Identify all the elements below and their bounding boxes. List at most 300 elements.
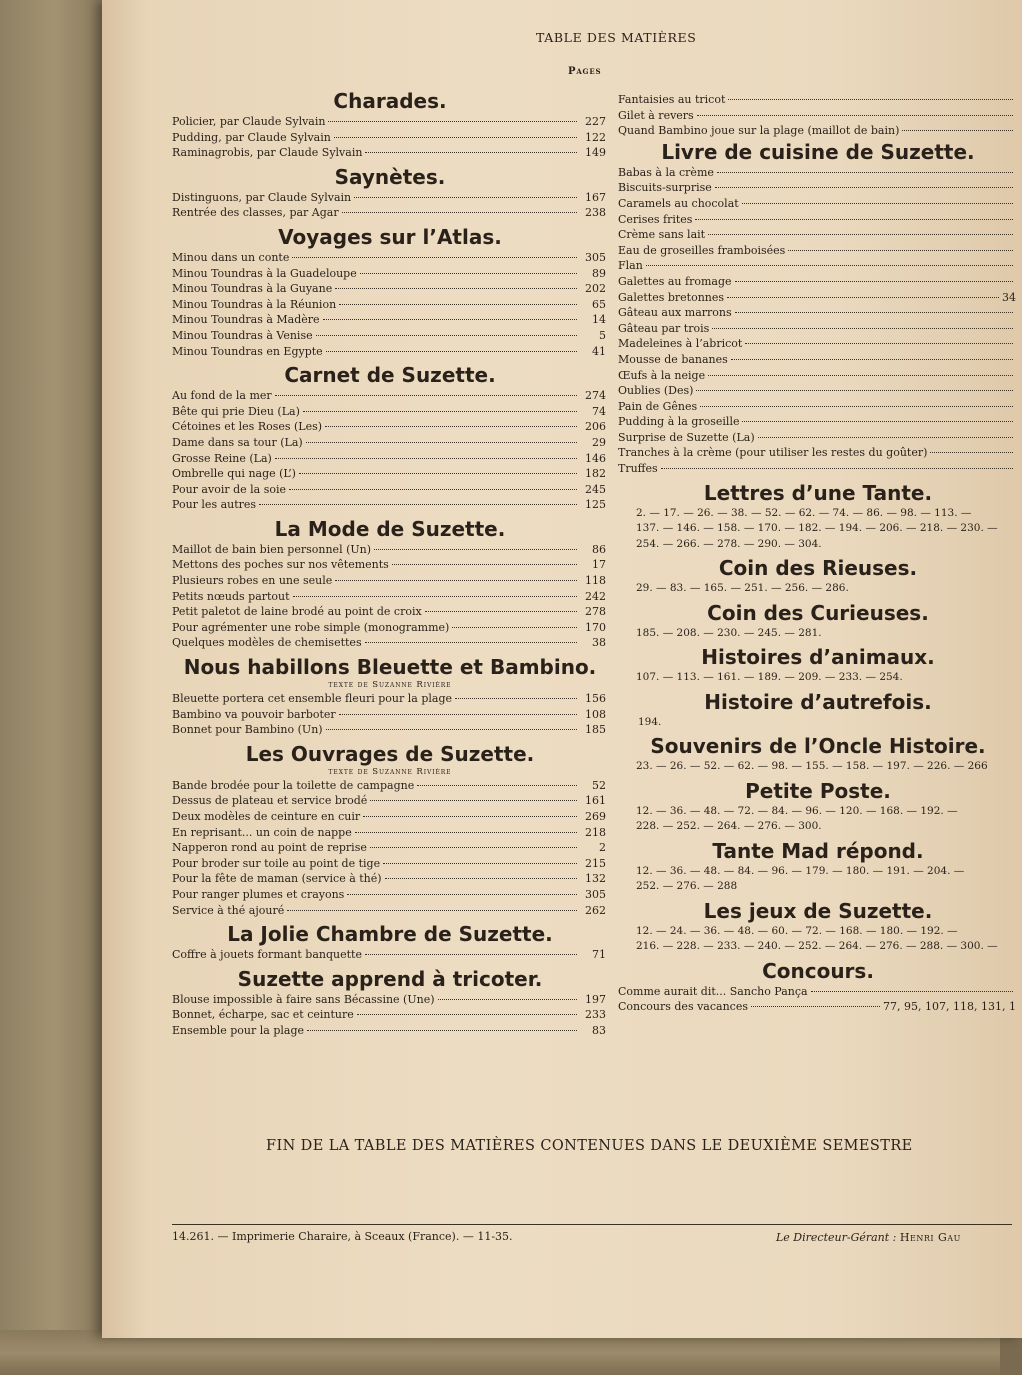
page-number-list: 12. — 24. — 36. — 48. — 60. — 72. — 168. — 180. — 192. — <box>636 924 958 937</box>
dot-leader <box>328 120 577 122</box>
dot-leader <box>438 998 577 1000</box>
dot-leader <box>811 990 1013 992</box>
toc-entry <box>618 984 1018 1000</box>
page-number: 89 <box>592 266 606 280</box>
section-title: Saynètes. <box>334 164 446 189</box>
entry-title: En reprisant... un coin de nappe <box>172 825 352 839</box>
section-title: Histoire d’autrefois. <box>704 689 932 714</box>
page-number: 71 <box>592 948 606 962</box>
dot-leader <box>735 311 1013 313</box>
page-number: 156 <box>585 692 606 706</box>
dot-leader <box>354 196 577 198</box>
dot-leader <box>365 151 577 153</box>
page-number: 34 <box>1002 290 1016 304</box>
page-number: 227 <box>585 115 606 128</box>
page-number: 2 <box>599 841 606 855</box>
section-title: Tante Mad répond. <box>712 838 924 863</box>
entry-title: Bambino va pouvoir barboter <box>172 707 336 721</box>
entry-title: Biscuits-surprise <box>618 181 712 195</box>
toc-entry <box>172 250 608 266</box>
toc-entry <box>172 1023 608 1039</box>
toc-entry <box>618 368 1018 384</box>
page-number: 86 <box>592 542 606 556</box>
section-subtitle: texte de Suzanne Rivière <box>328 680 452 691</box>
toc-entry <box>172 190 608 206</box>
page-number: 83 <box>592 1023 606 1037</box>
dot-leader <box>289 488 577 490</box>
toc-entry <box>172 388 608 404</box>
entry-title: Minou Toundras à Venise <box>172 328 313 342</box>
toc-entry <box>618 227 1018 243</box>
toc-entry <box>618 258 1018 274</box>
toc-entry <box>618 243 1018 259</box>
section-title: Histoires d’animaux. <box>701 645 935 670</box>
dot-leader <box>365 953 577 955</box>
toc-entry <box>172 604 608 620</box>
dot-leader <box>287 909 577 911</box>
page-number: 305 <box>585 887 606 901</box>
left-column <box>172 88 608 1039</box>
toc-entry <box>618 383 1018 399</box>
dot-leader <box>697 114 1013 116</box>
toc-entry <box>618 305 1018 321</box>
toc-entry <box>172 573 608 589</box>
toc-entry <box>172 589 608 605</box>
toc-entry <box>172 205 608 221</box>
toc-entry <box>172 722 608 738</box>
entry-title: Minou Toundras à Madère <box>172 313 320 327</box>
dot-leader <box>742 420 1013 422</box>
page-number: 29 <box>592 435 606 449</box>
entry-title: Quand Bambino joue sur la plage (maillot de bain) <box>618 124 900 138</box>
toc-entry <box>172 903 608 919</box>
section-subtitle: texte de Suzanne Rivière <box>328 766 452 777</box>
entry-title: Concours des vacances <box>618 1000 748 1014</box>
entry-title: Pour agrémenter une robe simple (monogramme) <box>172 620 450 634</box>
page-number: 170 <box>585 620 606 634</box>
page-number: 269 <box>585 810 606 823</box>
page-number-list: 107. — 113. — 161. — 189. — 209. — 233. — 254. <box>636 671 903 684</box>
entry-title: Gâteau par trois <box>618 321 710 335</box>
dot-leader <box>728 98 1013 100</box>
entry-title: Pour les autres <box>172 498 257 512</box>
entry-title: Maillot de bain bien personnel (Un) <box>172 542 372 556</box>
section-title: Coin des Curieuses. <box>707 600 929 625</box>
page-number: 74 <box>592 404 606 418</box>
page-number: 41 <box>592 344 606 358</box>
section-title: Les jeux de Suzette. <box>703 898 933 923</box>
dot-leader <box>712 327 1013 329</box>
dot-leader <box>326 728 577 730</box>
dot-leader <box>316 334 577 336</box>
dot-leader <box>930 451 1013 453</box>
toc-section <box>172 161 608 221</box>
page-number-list: 228. — 252. — 264. — 276. — 300. <box>636 820 822 833</box>
page-number-list: 29. — 83. — 165. — 251. — 256. — 286. <box>636 582 849 595</box>
toc-section <box>618 597 1018 642</box>
section-title: Suzette apprend à tricoter. <box>237 966 543 991</box>
page-number-list: 137. — 146. — 158. — 170. — 182. — 194. — 206. — 218. — 230. — <box>636 522 998 535</box>
toc-entry <box>618 414 1018 430</box>
page-number: 132 <box>585 872 606 886</box>
entry-title: Madeleines à l’abricot <box>618 337 743 351</box>
dot-leader <box>365 641 577 643</box>
page-number: 202 <box>585 282 606 296</box>
toc-entry <box>618 108 1018 124</box>
entry-title: Minou Toundras à la Guyane <box>172 282 333 296</box>
dot-leader <box>735 280 1014 282</box>
entry-title: Crème sans lait <box>618 228 706 242</box>
page-number: 52 <box>592 778 606 792</box>
section-title: Livre de cuisine de Suzette. <box>661 139 975 164</box>
toc-entry <box>172 542 608 558</box>
entry-title: Au fond de la mer <box>172 389 272 403</box>
entry-title: Pudding à la groseille <box>618 415 740 429</box>
page-number-list: 185. — 208. — 230. — 245. — 281. <box>636 626 822 639</box>
toc-entry <box>618 321 1018 337</box>
dot-leader <box>708 233 1013 235</box>
toc-section <box>618 641 1018 686</box>
toc-entry <box>618 352 1018 368</box>
imprint-divider <box>172 1224 1012 1225</box>
page-number-list: 12. — 36. — 48. — 84. — 96. — 179. — 180. — 191. — 204. — <box>636 864 965 877</box>
dot-leader <box>751 1005 880 1007</box>
entry-title: Deux modèles de ceinture en cuir <box>172 810 361 823</box>
page-number-list: 23. — 26. — 52. — 62. — 98. — 155. — 158. — 197. — 226. — 266 <box>636 760 988 773</box>
section-title: Lettres d’une Tante. <box>703 480 933 505</box>
toc-entry <box>172 1007 608 1023</box>
toc-entry <box>618 445 1018 461</box>
entry-title: Distinguons, par Claude Sylvain <box>172 190 352 204</box>
dot-leader <box>758 436 1013 438</box>
page-number: 122 <box>585 130 606 144</box>
dot-leader <box>292 256 577 258</box>
dot-leader <box>788 249 1013 251</box>
toc-entry <box>172 266 608 282</box>
entry-title: Tranches à la crème (pour utiliser les restes du goûter) <box>618 446 928 460</box>
section-title: Concours. <box>762 958 874 983</box>
entry-title: Bande brodée pour la toilette de campagne <box>172 778 415 792</box>
toc-entry <box>172 887 608 903</box>
dot-leader <box>715 186 1013 188</box>
toc-entry <box>618 461 1018 477</box>
dot-leader <box>360 272 577 274</box>
page-number: 125 <box>585 498 606 512</box>
page-number: 77, 95, 107, 118, 131, 1 <box>883 1000 1016 1014</box>
entry-title: Ensemble pour la plage <box>172 1023 305 1037</box>
dot-leader <box>425 610 577 612</box>
entry-title: Cétoines et les Roses (Les) <box>172 420 323 434</box>
entry-title: Quelques modèles de chemisettes <box>172 636 362 650</box>
toc-entry <box>172 707 608 723</box>
section-title: Voyages sur l’Atlas. <box>278 224 502 249</box>
toc-section <box>618 775 1018 835</box>
dot-leader <box>902 129 1013 131</box>
dot-leader <box>646 264 1013 266</box>
toc-entry <box>618 999 1018 1015</box>
dot-leader <box>275 394 577 396</box>
toc-entry <box>172 451 608 467</box>
dot-leader <box>700 405 1013 407</box>
page-number: 149 <box>585 146 606 160</box>
toc-entry <box>172 419 608 435</box>
toc-section <box>618 552 1018 597</box>
toc-entry <box>172 778 608 794</box>
dot-leader <box>363 815 577 817</box>
section-title: Coin des Rieuses. <box>718 556 918 581</box>
dot-leader <box>357 1013 577 1015</box>
entry-title: Bête qui prie Dieu (La) <box>172 404 300 418</box>
entry-title: Pour avoir de la soie <box>172 482 287 496</box>
toc-section <box>618 139 1018 477</box>
toc-entry <box>172 557 608 573</box>
toc-entry <box>172 297 608 313</box>
toc-entry <box>618 430 1018 446</box>
entry-title: Galettes bretonnes <box>618 290 725 304</box>
section-title: Nous habillons Bleuette et Bambino. <box>183 655 597 680</box>
entry-title: Ombrelle qui nage (L’) <box>172 467 296 481</box>
page-number-list: 12. — 36. — 48. — 72. — 84. — 96. — 120. — 168. — 192. — <box>636 804 958 817</box>
dot-leader <box>339 713 577 715</box>
page-number: 65 <box>592 297 606 311</box>
page-number-list: 254. — 266. — 278. — 290. — 304. <box>636 537 822 550</box>
toc-section <box>172 651 608 738</box>
toc-section <box>172 513 608 651</box>
toc-entry <box>618 196 1018 212</box>
dot-leader <box>392 563 577 565</box>
dot-leader <box>275 457 577 459</box>
dot-leader <box>299 472 577 474</box>
entry-title: Pour ranger plumes et crayons <box>172 887 345 901</box>
entry-title: Minou dans un conte <box>172 250 290 264</box>
entry-title: Fantaisies au tricot <box>618 93 726 106</box>
running-head: TABLE DES MATIÈRES <box>536 30 697 45</box>
toc-section <box>172 221 608 359</box>
page-number: 146 <box>585 451 606 465</box>
entry-title: Petits nœuds partout <box>172 589 290 603</box>
entry-title: Mettons des poches sur nos vêtements <box>172 558 389 572</box>
dot-leader <box>307 1029 577 1031</box>
entry-title: Bonnet, écharpe, sac et ceinture <box>172 1008 354 1022</box>
entry-title: Petit paletot de laine brodé au point de croix <box>172 605 422 619</box>
director-label: Le Directeur-Gérant : <box>776 1231 897 1244</box>
page-number: 206 <box>585 420 606 434</box>
page-number: 197 <box>585 992 606 1006</box>
director-name: Henri Gau <box>899 1231 961 1244</box>
dot-leader <box>731 358 1013 360</box>
toc-entry <box>172 281 608 297</box>
dot-leader <box>370 799 577 801</box>
dot-leader <box>323 318 577 320</box>
toc-section <box>172 963 608 1039</box>
toc-entry <box>172 130 608 146</box>
entry-title: Service à thé ajouré <box>172 903 285 917</box>
page-number: 242 <box>585 589 606 603</box>
section-title: Les Ouvrages de Suzette. <box>245 741 535 766</box>
dot-leader <box>325 425 577 427</box>
dot-leader <box>717 171 1013 173</box>
page-number: 233 <box>585 1008 606 1022</box>
entry-title: Mousse de bananes <box>618 352 728 366</box>
toc-entry <box>172 114 608 130</box>
toc-entry <box>172 466 608 482</box>
page-number: 108 <box>585 707 606 721</box>
dot-leader <box>696 389 1013 391</box>
printer-imprint: 14.261. — Imprimerie Charaire, à Sceaux (France). — 11-35. <box>172 1230 513 1243</box>
toc-entry <box>172 482 608 498</box>
entry-title: Blouse impossible à faire sans Bécassine (Une) <box>172 992 435 1006</box>
entry-title: Truffes <box>618 462 658 476</box>
entry-title: Pour la fête de maman (service à thé) <box>172 872 382 886</box>
section-title: Charades. <box>333 89 447 113</box>
entry-title: Œufs à la neige <box>618 368 706 382</box>
toc-entry <box>172 620 608 636</box>
toc-entry <box>172 328 608 344</box>
entry-title: Minou Toundras à la Guadeloupe <box>172 266 357 280</box>
page-number-list: 252. — 276. — 288 <box>636 880 738 893</box>
page-number-list: 2. — 17. — 26. — 38. — 52. — 62. — 74. — 86. — 98. — 113. — <box>636 506 972 519</box>
entry-title: Grosse Reine (La) <box>172 451 272 465</box>
dot-leader <box>661 467 1013 469</box>
page-number: 262 <box>585 903 606 917</box>
entry-title: Cerises frites <box>618 212 693 226</box>
entry-title: Dessus de plateau et service brodé <box>172 794 368 808</box>
dot-leader <box>326 350 577 352</box>
toc-entry <box>618 290 1018 306</box>
entry-title: Raminagrobis, par Claude Sylvain <box>172 146 363 160</box>
toc-entry <box>172 435 608 451</box>
toc-entry <box>172 947 608 963</box>
entry-title: Gilet à revers <box>618 108 694 122</box>
entry-title: Dame dans sa tour (La) <box>172 435 303 449</box>
page-number: 218 <box>585 825 606 839</box>
page-number-list: 194. <box>638 715 662 728</box>
toc-entry <box>172 404 608 420</box>
toc-section <box>618 730 1018 775</box>
toc-section <box>618 477 1018 553</box>
toc-section <box>172 918 608 963</box>
entry-title: Oublies (Des) <box>618 384 694 398</box>
toc-entry <box>618 123 1018 139</box>
dot-leader <box>745 342 1013 344</box>
toc-section <box>172 738 608 918</box>
toc-entry <box>172 825 608 841</box>
entry-title: Minou Toundras à la Réunion <box>172 297 337 311</box>
toc-entry <box>618 399 1018 415</box>
entry-title: Napperon rond au point de reprise <box>172 841 367 855</box>
dot-leader <box>385 877 577 879</box>
dot-leader <box>727 296 999 298</box>
page-number: 278 <box>585 605 606 619</box>
entry-title: Coffre à jouets formant banquette <box>172 948 362 962</box>
section-title: Carnet de Suzette. <box>284 363 496 388</box>
dot-leader <box>347 893 577 895</box>
toc-entry <box>172 871 608 887</box>
section-title: La Mode de Suzette. <box>274 516 506 541</box>
end-of-contents-line: FIN DE LA TABLE DES MATIÈRES CONTENUES DANS LE DEUXIÈME SEMESTRE <box>266 1138 913 1154</box>
dot-leader <box>455 697 577 699</box>
page-number: 5 <box>599 328 606 342</box>
toc-entry <box>618 336 1018 352</box>
entry-title: Gâteau aux marrons <box>618 306 732 320</box>
dot-leader <box>335 287 577 289</box>
toc-entry <box>172 497 608 513</box>
toc-section <box>618 835 1018 895</box>
entry-title: Babas à la crème <box>618 165 714 179</box>
toc-entry <box>618 212 1018 228</box>
page-number-list: 216. — 228. — 233. — 240. — 252. — 264. — 276. — 288. — 300. — <box>636 940 998 953</box>
toc-section <box>172 88 608 161</box>
page-number: 14 <box>592 313 606 327</box>
section-title: Petite Poste. <box>745 778 891 803</box>
page-number: 215 <box>585 856 606 870</box>
toc-section <box>618 686 1018 731</box>
toc-entry <box>172 809 608 825</box>
toc-entry <box>618 165 1018 181</box>
entry-title: Pain de Gênes <box>618 399 698 413</box>
page-number: 238 <box>585 206 606 220</box>
toc-entry <box>172 840 608 856</box>
toc-entry <box>618 92 1018 108</box>
entry-title: Comme aurait dit... Sancho Pança <box>618 984 808 998</box>
dot-leader <box>695 218 1013 220</box>
right-column <box>618 92 1018 1015</box>
page-number: 161 <box>585 794 606 808</box>
entry-title: Bonnet pour Bambino (Un) <box>172 723 323 737</box>
dot-leader <box>383 862 577 864</box>
entry-title: Eau de groseilles framboisées <box>618 243 786 257</box>
entry-title: Pudding, par Claude Sylvain <box>172 130 331 144</box>
entry-title: Galettes au fromage <box>618 274 732 288</box>
entry-title: Policier, par Claude Sylvain <box>172 115 326 128</box>
dot-leader <box>452 626 577 628</box>
toc-entry <box>172 145 608 161</box>
entry-title: Plusieurs robes en une seule <box>172 574 333 588</box>
entry-title: Flan <box>618 259 643 273</box>
entry-title: Caramels au chocolat <box>618 196 739 210</box>
toc-section <box>172 359 608 513</box>
dot-leader <box>335 579 577 581</box>
toc-entry <box>172 312 608 328</box>
page-number: 185 <box>585 723 606 737</box>
pages-column-label: Pages <box>568 66 602 77</box>
director-signature-line <box>776 1231 961 1244</box>
entry-title: Pour broder sur toile au point de tige <box>172 856 381 870</box>
dot-leader <box>339 303 577 305</box>
toc-entry <box>618 180 1018 196</box>
toc-section <box>618 955 1018 1015</box>
dot-leader <box>334 136 577 138</box>
page-number: 305 <box>585 250 606 264</box>
dot-leader <box>370 846 577 848</box>
toc-entry <box>172 344 608 360</box>
dot-leader <box>303 410 577 412</box>
toc-entry <box>618 274 1018 290</box>
entry-title: Rentrée des classes, par Agar <box>172 206 339 220</box>
section-title: La Jolie Chambre de Suzette. <box>227 922 553 947</box>
entry-title: Bleuette portera cet ensemble fleuri pour la plage <box>172 692 453 706</box>
dot-leader <box>355 831 577 833</box>
dot-leader <box>342 211 577 213</box>
dot-leader <box>293 595 577 597</box>
page-number: 182 <box>585 467 606 481</box>
toc-entry <box>172 992 608 1008</box>
page-number: 245 <box>585 482 606 496</box>
page-number: 167 <box>585 190 606 204</box>
page-number: 274 <box>585 389 606 403</box>
toc-section <box>618 895 1018 955</box>
page-number: 17 <box>592 558 606 572</box>
